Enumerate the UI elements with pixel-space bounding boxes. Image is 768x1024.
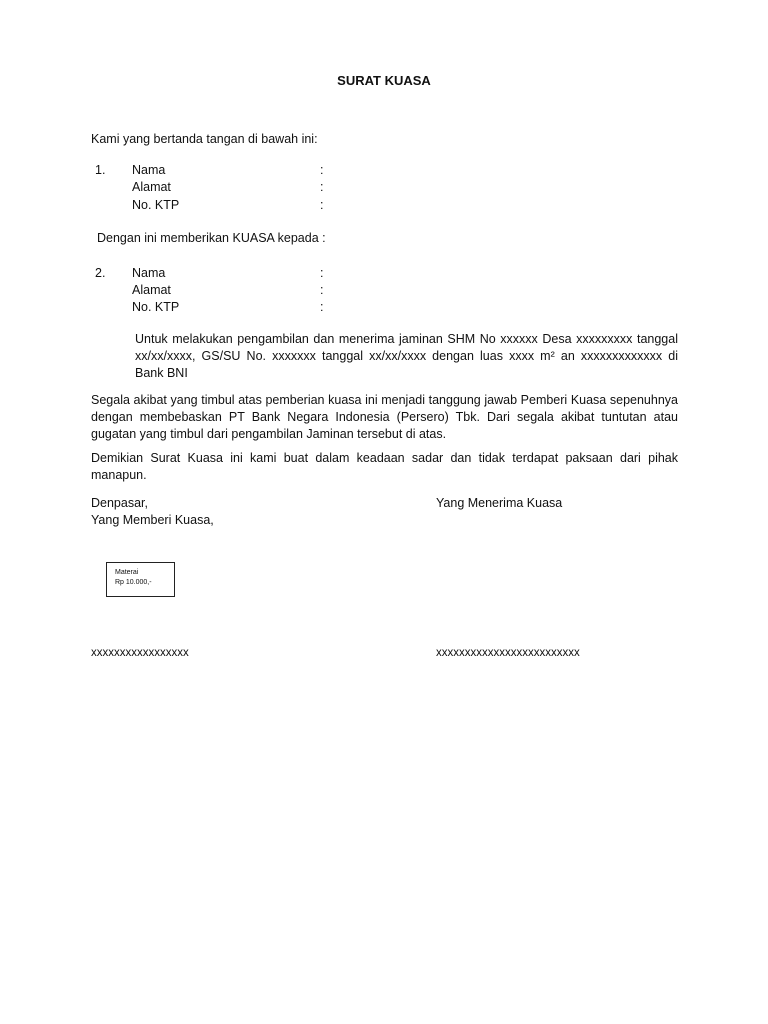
purpose-paragraph: Untuk melakukan pengambilan dan menerima jaminan SHM No xxxxxx Desa xxxxxxxxx tanggal xx/xx/xxxx, GS/SU No. xxxxxxx tanggal xx/xx/xxxx dengan luas xxxx m² an xxxxxxxxxxxxx di Bank BNI (135, 332, 678, 380)
giver-signature-name: xxxxxxxxxxxxxxxxx (91, 647, 189, 659)
party-1-address-colon: : (320, 180, 324, 194)
party-1-address-label: Alamat (132, 180, 171, 194)
stamp-line-1: Materai (115, 569, 139, 576)
receiver-label: Yang Menerima Kuasa (436, 496, 563, 510)
stamp-box (106, 562, 175, 597)
party-2-number: 2. (95, 266, 106, 280)
party-1-number: 1. (95, 163, 106, 177)
party-2-ktp-label: No. KTP (132, 300, 180, 314)
receiver-signature-name: xxxxxxxxxxxxxxxxxxxxxxxxx (436, 647, 580, 659)
party-2-name-colon: : (320, 266, 324, 280)
giver-label: Yang Memberi Kuasa, (91, 513, 214, 527)
party-2-ktp-colon: : (320, 300, 324, 314)
party-2-name-label: Nama (132, 266, 166, 280)
party-2-address-colon: : (320, 283, 324, 297)
consequence-paragraph: Segala akibat yang timbul atas pemberian kuasa ini menjadi tanggung jawab Pemberi Kuasa sepenuhnya dengan membebaskan PT Bank Negara Indonesia (Persero) Tbk. Dari segala akibat tuntutan atau gugatan yang timbul dari pengambilan Jaminan tersebut di atas. (91, 393, 678, 441)
party-1-name-label: Nama (132, 163, 166, 177)
place-text: Denpasar, (91, 496, 148, 510)
intro-text: Kami yang bertanda tangan di bawah ini: (91, 132, 318, 146)
closing-paragraph: Demikian Surat Kuasa ini kami buat dalam keadaan sadar dan tidak terdapat paksaan dari pihak manapun. (91, 451, 678, 482)
party-1-ktp-colon: : (320, 198, 324, 212)
stamp-line-2: Rp 10.000,- (115, 579, 152, 586)
document-title: SURAT KUASA (337, 73, 431, 88)
party-1-ktp-label: No. KTP (132, 198, 180, 212)
party-1-name-colon: : (320, 163, 324, 177)
grant-text: Dengan ini memberikan KUASA kepada : (97, 231, 326, 245)
party-2-address-label: Alamat (132, 283, 171, 297)
